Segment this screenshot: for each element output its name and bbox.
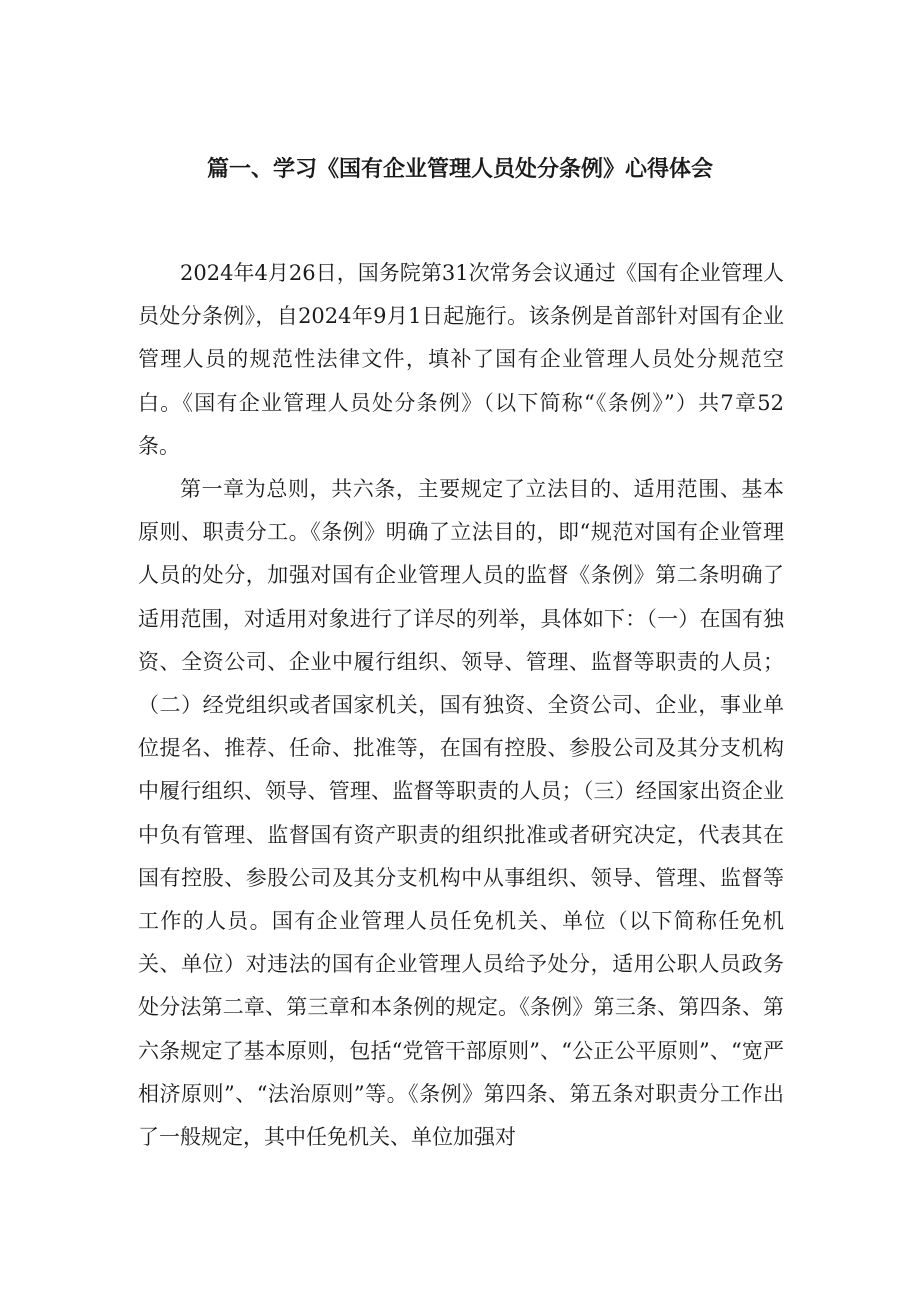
paragraph-2: 第一章为总则，共六条，主要规定了立法目的、适用范围、基本原则、职责分工。《条例》明确了立法目的，即“规范对国有企业管理人员的处分，加强对国有企业管理人员的监督《条例》第二条明确了适用范围，对适用对象进行了详尽的列举，具体如下：（一）在国有独资、全资公司、企业中履行组织、领导、管理、监督等职责的人员；（二）经党组织或者国家机关，国有独资、全资公司、企业，事业单位提名、推荐、任命、批准等，在国有控股、参股公司及其分支机构中履行组织、领导、管理、监督等职责的人员；（三）经国家出资企业中负有管理、监督国有资产职责的组织批准或者研究决定，代表其在国有控股、参股公司及其分支机构中从事组织、领导、管理、监督等工作的人员。国有企业管理人员任免机关、单位（以下简称任免机关、单位）对违法的国有企业管理人员给予处分，适用公职人员政务处分法第二章、第三章和本条例的规定。《条例》第三条、第四条、第六条规定了基本原则，包括“党管干部原则”、“公正公平原则”、“宽严相济原则”、“法治原则”等。《条例》第四条、第五条对职责分工作出了一般规定，其中任免机关、单位加强对 <box>138 477 784 1150</box>
document-body <box>138 252 784 1159</box>
document-title: 篇一、学习《国有企业管理人员处分条例》心得体会 <box>206 157 713 182</box>
paragraph-1: 2024年4月26日，国务院第31次常务会议通过《国有企业管理人员处分条例》，自2024年9月1日起施行。该条例是首部针对国有企业管理人员的规范性法律文件，填补了国有企业管理人员处分规范空白。《国有企业管理人员处分条例》（以下简称“《条例》”）共7章52条。 <box>138 261 784 458</box>
